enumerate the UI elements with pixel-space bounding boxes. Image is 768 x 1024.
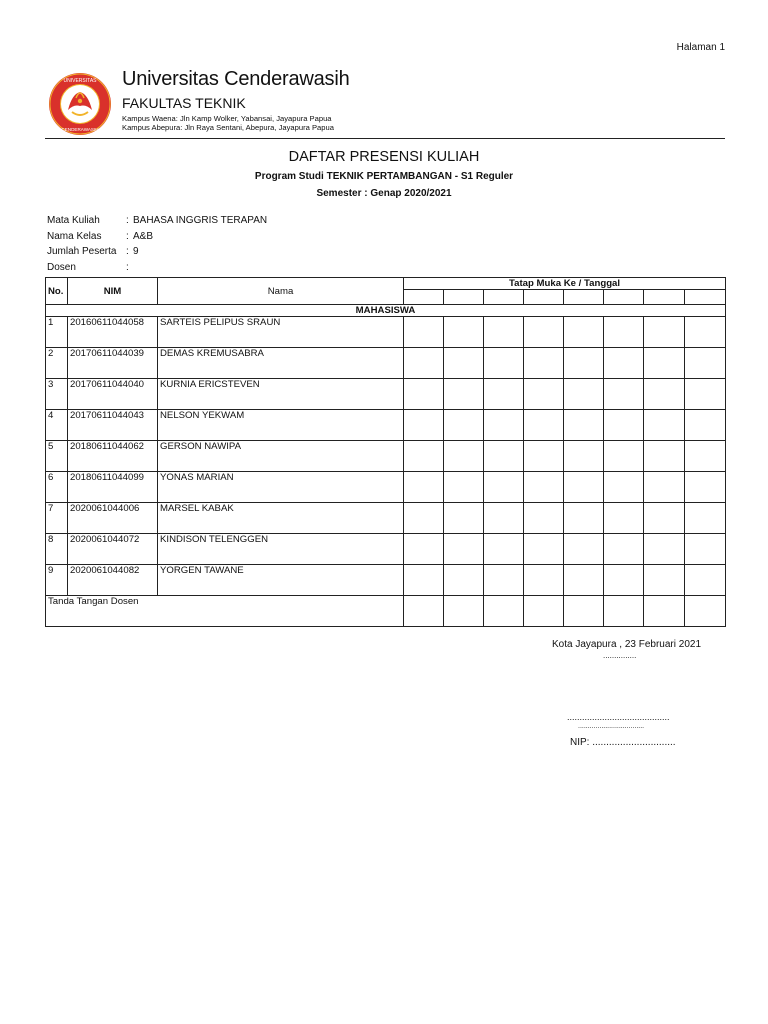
attendance-cell (444, 534, 484, 565)
table-row (46, 348, 726, 379)
document-title: DAFTAR PRESENSI KULIAH (288, 149, 480, 165)
attendance-cell (685, 441, 726, 472)
attendance-cell (484, 348, 524, 379)
attendance-cell (444, 317, 484, 348)
info-value: BAHASA INGGRIS TERAPAN (133, 215, 268, 226)
semester-line: Semester : Genap 2020/2021 (316, 188, 452, 199)
col-header-no: No. (46, 278, 68, 305)
student-nim: 20170611044040 (68, 379, 158, 410)
student-nim: 2020061044072 (68, 534, 158, 565)
attendance-cell (484, 441, 524, 472)
info-colon: : (126, 231, 129, 242)
attendance-table (45, 277, 726, 627)
signature-cell (444, 596, 484, 627)
meeting-date-cell (685, 290, 726, 305)
student-nim: 2020061044006 (68, 503, 158, 534)
table-row (46, 317, 726, 348)
attendance-cell (685, 348, 726, 379)
info-value: A&B (133, 231, 154, 242)
address-line-1: Kampus Waena: Jln Kamp Wolker, Yabansai, Jayapura Papua (122, 114, 332, 123)
student-nim: 20170611044039 (68, 348, 158, 379)
attendance-cell (685, 565, 726, 596)
attendance-cell (444, 472, 484, 503)
info-colon: : (126, 215, 129, 226)
nip-line: NIP: .............................. (570, 737, 676, 748)
student-nim: 20180611044099 (68, 472, 158, 503)
attendance-cell (644, 534, 685, 565)
logo-text-bottom: CENDERAWASIH (61, 127, 99, 132)
meeting-date-cell (604, 290, 644, 305)
student-no: 4 (46, 410, 68, 441)
attendance-cell (404, 534, 444, 565)
attendance-cell (564, 472, 604, 503)
attendance-cell (524, 534, 564, 565)
logo-text-top: UNIVERSITAS (63, 78, 97, 84)
attendance-cell (444, 503, 484, 534)
info-value: 9 (133, 246, 139, 257)
place-date: Kota Jayapura , 23 Februari 2021 (552, 639, 701, 650)
meeting-date-cell (644, 290, 685, 305)
attendance-cell (685, 317, 726, 348)
attendance-cell (524, 379, 564, 410)
attendance-cell (484, 503, 524, 534)
table-row (46, 379, 726, 410)
student-name: KURNIA ERICSTEVEN (158, 379, 404, 410)
meeting-date-cell (444, 290, 484, 305)
info-label: Nama Kelas (47, 231, 102, 242)
attendance-cell (604, 317, 644, 348)
attendance-cell (685, 379, 726, 410)
attendance-cell (404, 410, 444, 441)
table-row (46, 472, 726, 503)
attendance-cell (484, 410, 524, 441)
attendance-cell (644, 503, 685, 534)
attendance-cell (685, 472, 726, 503)
student-no: 1 (46, 317, 68, 348)
attendance-cell (685, 534, 726, 565)
attendance-cell (524, 317, 564, 348)
table-row (46, 565, 726, 596)
attendance-cell (604, 565, 644, 596)
info-colon: : (126, 262, 129, 273)
address-line-2: Kampus Abepura: Jln Raya Sentani, Abepura, Jayapura Papua (122, 123, 334, 132)
info-colon: : (126, 246, 129, 257)
student-rows (46, 317, 726, 596)
col-header-nama: Nama (158, 278, 404, 305)
student-nim: 20170611044043 (68, 410, 158, 441)
attendance-cell (404, 472, 444, 503)
attendance-cell (524, 472, 564, 503)
attendance-cell (524, 348, 564, 379)
attendance-cell (444, 410, 484, 441)
attendance-cell (604, 472, 644, 503)
signature-cell (685, 596, 726, 627)
attendance-cell (484, 379, 524, 410)
table-row (46, 410, 726, 441)
attendance-cell (524, 410, 564, 441)
attendance-cell (404, 348, 444, 379)
student-no: 8 (46, 534, 68, 565)
student-nim: 20160611044058 (68, 317, 158, 348)
attendance-cell (404, 379, 444, 410)
signature-cell (604, 596, 644, 627)
faculty-name: FAKULTAS TEKNIK (122, 95, 246, 111)
attendance-cell (644, 379, 685, 410)
table-row (46, 534, 726, 565)
attendance-cell (524, 441, 564, 472)
signature-cell (404, 596, 444, 627)
attendance-cell (604, 410, 644, 441)
table-row (46, 441, 726, 472)
meeting-date-cell (524, 290, 564, 305)
attendance-cell (564, 348, 604, 379)
signature-label: Tanda Tangan Dosen (46, 596, 404, 627)
university-logo (48, 72, 112, 136)
student-name: NELSON YEKWAM (158, 410, 404, 441)
attendance-cell (564, 410, 604, 441)
attendance-cell (444, 441, 484, 472)
attendance-cell (404, 317, 444, 348)
name-line-underline: .................................. (578, 723, 645, 730)
attendance-cell (484, 534, 524, 565)
col-header-meetings: Tatap Muka Ke / Tanggal (404, 278, 726, 290)
university-name: Universitas Cenderawasih (122, 68, 350, 90)
table-row (46, 503, 726, 534)
attendance-cell (404, 565, 444, 596)
attendance-cell (484, 472, 524, 503)
signature-cell (644, 596, 685, 627)
attendance-cell (404, 441, 444, 472)
attendance-cell (564, 565, 604, 596)
name-line: ......................................... (567, 712, 670, 722)
attendance-cell (644, 565, 685, 596)
attendance-cell (564, 317, 604, 348)
student-nim: 20180611044062 (68, 441, 158, 472)
attendance-cell (404, 503, 444, 534)
meeting-date-cell (404, 290, 444, 305)
attendance-cell (564, 379, 604, 410)
meeting-date-cell (484, 290, 524, 305)
student-name: YORGEN TAWANE (158, 565, 404, 596)
student-no: 3 (46, 379, 68, 410)
attendance-cell (444, 565, 484, 596)
signature-cell (524, 596, 564, 627)
attendance-cell (644, 410, 685, 441)
meeting-date-cell (564, 290, 604, 305)
attendance-cell (604, 503, 644, 534)
col-header-nim: NIM (68, 278, 158, 305)
attendance-cell (685, 503, 726, 534)
student-name: YONAS MARIAN (158, 472, 404, 503)
info-label: Dosen (47, 262, 76, 273)
attendance-cell (484, 565, 524, 596)
attendance-cell (604, 534, 644, 565)
attendance-cell (564, 441, 604, 472)
student-name: KINDISON TELENGGEN (158, 534, 404, 565)
attendance-cell (524, 503, 564, 534)
attendance-cell (685, 410, 726, 441)
page-number: Halaman 1 (676, 42, 725, 53)
attendance-cell (524, 565, 564, 596)
student-name: SARTEIS PELIPUS SRAUN (158, 317, 404, 348)
attendance-cell (604, 441, 644, 472)
header-divider (45, 138, 725, 139)
attendance-cell (564, 503, 604, 534)
student-no: 2 (46, 348, 68, 379)
attendance-cell (604, 348, 644, 379)
student-no: 9 (46, 565, 68, 596)
section-label: MAHASISWA (46, 305, 726, 317)
attendance-cell (644, 472, 685, 503)
info-label: Mata Kuliah (47, 215, 100, 226)
dots-line: ............... (603, 651, 637, 660)
attendance-cell (644, 441, 685, 472)
attendance-cell (644, 317, 685, 348)
student-no: 7 (46, 503, 68, 534)
attendance-cell (604, 379, 644, 410)
student-name: DEMAS KREMUSABRA (158, 348, 404, 379)
attendance-cell (444, 379, 484, 410)
signature-cell (564, 596, 604, 627)
student-name: MARSEL KABAK (158, 503, 404, 534)
attendance-cell (444, 348, 484, 379)
attendance-cell (564, 534, 604, 565)
attendance-cell (484, 317, 524, 348)
student-no: 5 (46, 441, 68, 472)
student-no: 6 (46, 472, 68, 503)
signature-cell (484, 596, 524, 627)
info-label: Jumlah Peserta (47, 246, 117, 257)
attendance-cell (644, 348, 685, 379)
student-nim: 2020061044082 (68, 565, 158, 596)
program-line: Program Studi TEKNIK PERTAMBANGAN - S1 Reguler (254, 171, 514, 182)
student-name: GERSON NAWIPA (158, 441, 404, 472)
